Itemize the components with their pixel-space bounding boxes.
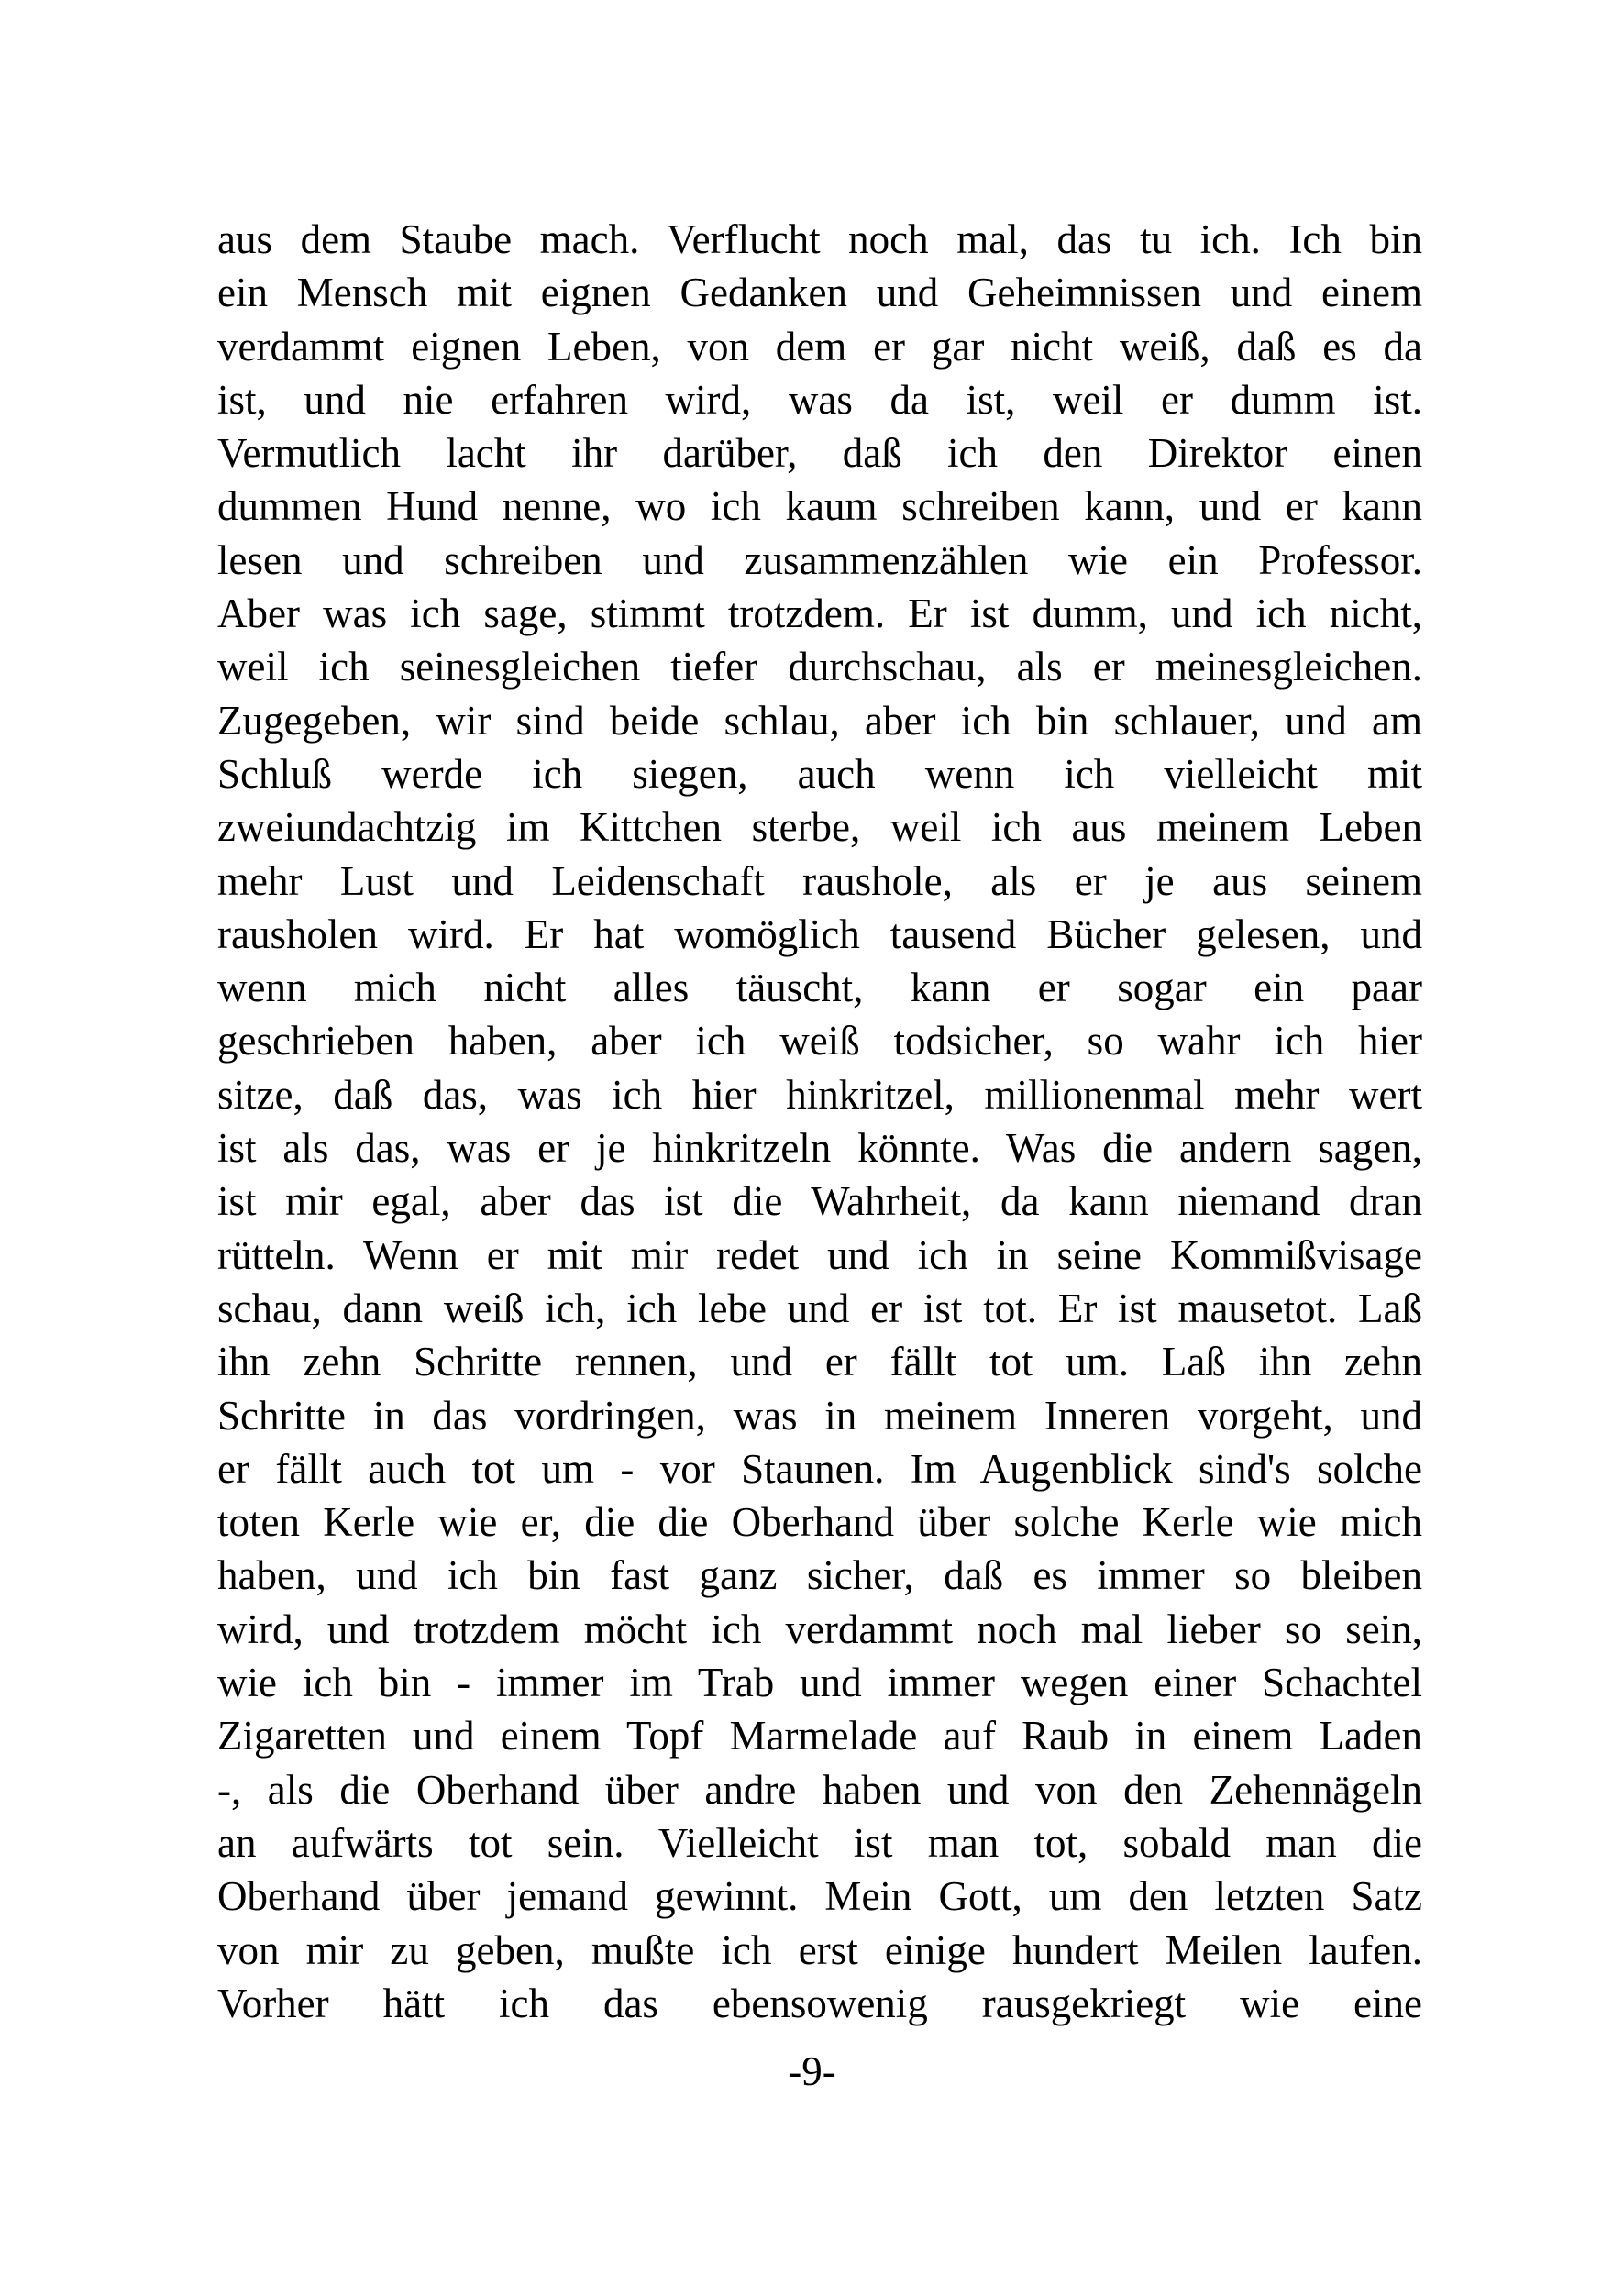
text-line: ist mir egal, aber das ist die Wahrheit, da kann niemand dran: [217, 1178, 1422, 1225]
text-line: dummen Hund nenne, wo ich kaum schreiben kann, und er kann: [217, 483, 1422, 530]
text-line: Schritte in das vordringen, was in meinem Inneren vorgeht, und: [217, 1392, 1422, 1439]
text-line: -, als die Oberhand über andre haben und von den Zehennägeln: [217, 1766, 1422, 1813]
text-line: toten Kerle wie er, die die Oberhand über solche Kerle wie mich: [217, 1499, 1422, 1546]
text-line: an aufwärts tot sein. Vielleicht ist man tot, sobald man die: [217, 1819, 1422, 1866]
text-line: aus dem Staube mach. Verflucht noch mal, das tu ich. Ich bin: [217, 216, 1422, 262]
text-line: weil ich seinesgleichen tiefer durchschau, als er meinesgleichen.: [217, 644, 1422, 690]
text-line: haben, und ich bin fast ganz sicher, daß es immer so bleiben: [217, 1552, 1422, 1599]
text-line: mehr Lust und Leidenschaft raushole, als er je aus seinem: [217, 857, 1422, 904]
text-line: verdammt eignen Leben, von dem er gar nicht weiß, daß es da: [217, 323, 1422, 370]
text-line: ihn zehn Schritte rennen, und er fällt tot um. Laß ihn zehn: [217, 1339, 1422, 1385]
text-line: sitze, daß das, was ich hier hinkritzel, millionenmal mehr wert: [217, 1071, 1422, 1118]
page-number: -9-: [788, 2048, 836, 2094]
text-line: ein Mensch mit eignen Gedanken und Geheimnissen und einem: [217, 270, 1422, 316]
text-line: wenn mich nicht alles täuscht, kann er sogar ein paar: [217, 965, 1422, 1011]
text-line: ist als das, was er je hinkritzeln könnte. Was die andern sagen,: [217, 1125, 1422, 1172]
text-line: Zugegeben, wir sind beide schlau, aber ich bin schlauer, und am: [217, 697, 1422, 744]
text-line: lesen und schreiben und zusammenzählen wie ein Professor.: [217, 536, 1422, 583]
text-line: ist, und nie erfahren wird, was da ist, weil er dumm ist.: [217, 376, 1422, 423]
text-line: wird, und trotzdem möcht ich verdammt noch mal lieber so sein,: [217, 1605, 1422, 1652]
text-line: Vermutlich lacht ihr darüber, daß ich den Direktor einen: [217, 430, 1422, 477]
text-line: Aber was ich sage, stimmt trotzdem. Er ist dumm, und ich nicht,: [217, 590, 1422, 637]
text-line: schau, dann weiß ich, ich lebe und er ist tot. Er ist mausetot. Laß: [217, 1285, 1422, 1331]
text-line: Oberhand über jemand gewinnt. Mein Gott, um den letzten Satz: [217, 1873, 1422, 1920]
text-line: Zigaretten und einem Topf Marmelade auf Raub in einem Laden: [217, 1713, 1422, 1760]
text-line: Schluß werde ich siegen, auch wenn ich vielleicht mit: [217, 750, 1422, 797]
text-line: er fällt auch tot um - vor Staunen. Im Augenblick sind's solche: [217, 1445, 1422, 1492]
text-line: wie ich bin - immer im Trab und immer wegen einer Schachtel: [217, 1660, 1422, 1706]
text-line: rütteln. Wenn er mit mir redet und ich in seine Kommißvisage: [217, 1231, 1422, 1278]
text-line: geschrieben haben, aber ich weiß todsicher, so wahr ich hier: [217, 1018, 1422, 1065]
text-line: zweiundachtzig im Kittchen sterbe, weil ich aus meinem Leben: [217, 804, 1422, 851]
body-text: [217, 213, 1422, 2030]
text-line: rausholen wird. Er hat womöglich tausend Bücher gelesen, und: [217, 910, 1422, 957]
text-line: Vorher hätt ich das ebensowenig rausgekriegt wie eine: [217, 1980, 1422, 2026]
text-line: von mir zu geben, mußte ich erst einige hundert Meilen laufen.: [217, 1926, 1422, 1973]
